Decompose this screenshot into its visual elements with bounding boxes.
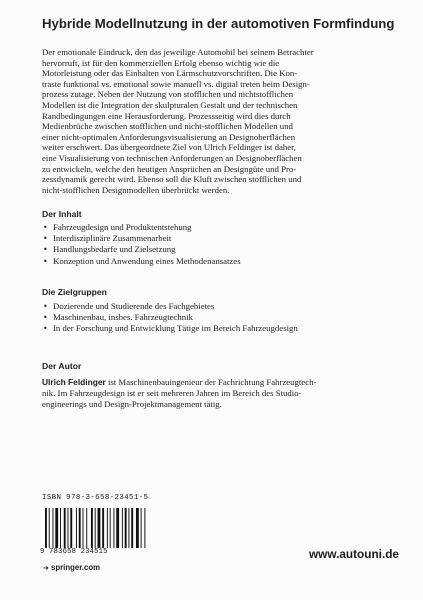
isbn-label: ISBN 978-3-658-23451-5 <box>42 494 149 502</box>
blurb-line: hervorruft, ist für den kommerziellen Erfolg ebenso wichtig wie die <box>42 57 280 68</box>
list-item: • Handlungsbedarfe und Zielsetzung <box>42 244 394 255</box>
publisher-link[interactable] <box>43 563 100 572</box>
list-item-continuation: Maschinenbau, insbes. Fahrzeugtechnik <box>53 312 193 323</box>
barcode-bars <box>42 508 146 548</box>
book-title: Hybride Modellnutzung in der automotiven Formfindung <box>42 16 395 31</box>
list-item <box>42 312 394 323</box>
blurb-line: einer nicht-optimalen Anforderungsvisualisierung an Designoberflächen <box>42 131 296 142</box>
zielgruppen-list <box>42 301 394 335</box>
author-line <box>42 377 394 388</box>
list-item: • Fahrzeugdesign und Produktentstehung <box>42 222 394 233</box>
blurb-line: traste funktional vs. emotional sowie manuell vs. digital treten beim Design- <box>42 78 310 89</box>
list-item: • Interdisziplinäre Zusammenarbeit <box>42 233 394 244</box>
arrow-icon: ➜ <box>43 565 49 572</box>
inhalt-heading: Der Inhalt <box>42 209 82 219</box>
blurb-line: Motorleistung oder das Einhalten von Lärmschutzvorschriften. Die Kon- <box>42 68 298 79</box>
author-line: engineerings und Design-Projektmanagement tätig. <box>42 398 222 409</box>
barcode-digits: 9 783658 234515 <box>40 548 148 556</box>
blurb-line: Randbedingungen eine Herausforderung. Prozessseitig wird dies durch <box>42 110 291 121</box>
barcode-image <box>42 508 146 566</box>
author-line-text: ist Maschinenbauingenieur der Fachrichtung Fahrzeugtech- <box>105 377 317 387</box>
blurb-line: eine Visualisierung von technischen Anforderungen an Designoberflächen <box>42 152 302 163</box>
author-name: Ulrich Feldinger <box>42 377 106 387</box>
blurb-line: Der emotionale Eindruck, den das jeweilige Automobil bei seinem Betrachter <box>42 47 314 57</box>
author-bio <box>42 377 394 409</box>
publisher-url-text: springer.com <box>51 563 101 572</box>
list-item: • In der Forschung und Entwicklung Tätige im Bereich Fahrzeugdesign <box>42 323 394 334</box>
blurb-line: zu entwickeln, welche den heutigen Ansprüchen an Designgüte und Pro- <box>42 163 297 174</box>
blurb-line: prozess zutage. Neben der Nutzung von stofflichen und nichtstofflichen <box>42 89 294 100</box>
blurb-line: weiter erschwert. Das übergeordnete Ziel von Ulrich Feldinger ist daher, <box>42 142 296 153</box>
blurb-line: zessdynamik gerecht wird. Ebenso soll die Kluft zwischen stofflichen und <box>42 174 302 185</box>
blurb-text <box>42 47 394 195</box>
inhalt-list <box>42 222 394 267</box>
list-item: • Dozierende und Studierende des Fachgebietes <box>42 301 394 312</box>
website-link[interactable]: www.autouni.de <box>308 547 399 561</box>
zielgruppen-heading: Die Zielgruppen <box>42 287 107 297</box>
autor-heading: Der Autor <box>42 361 82 371</box>
list-item: • Konzeption und Anwendung eines Methodenansatzes <box>42 256 394 267</box>
blurb-line: nicht-stofflichen Designmodellen überbrückt werden. <box>42 184 230 195</box>
blurb-line: Modellen ist die Integration der skulpturalen Gestalt und der technischen <box>42 99 298 110</box>
author-line: nik. Im Fahrzeugdesign ist er seit mehreren Jahren im Bereich des Studio- <box>42 387 302 398</box>
blurb-line: Medienbrüche zwischen stofflichen und nicht-stofflichen Modellen und <box>42 121 293 132</box>
